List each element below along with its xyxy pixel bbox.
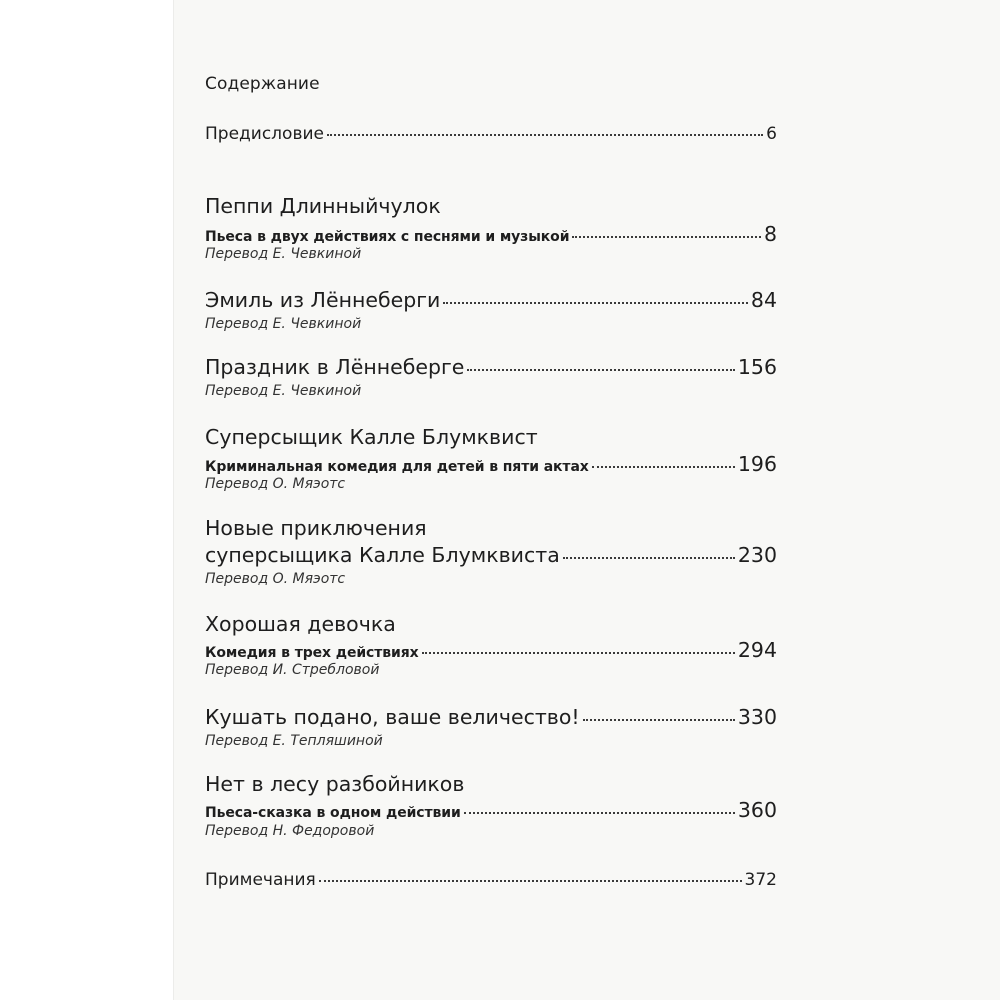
toc-entry-title: Кушать подано, ваше величество! xyxy=(205,705,580,729)
toc-entry-row[interactable] xyxy=(205,638,777,662)
toc-page-number: 230 xyxy=(737,543,777,567)
dot-leader xyxy=(422,652,735,654)
toc-entry-row[interactable] xyxy=(205,288,777,312)
toc-entry-title: Эмиль из Лённеберги xyxy=(205,288,441,312)
toc-entry-row[interactable] xyxy=(205,705,777,729)
toc-entry-title: Праздник в Лённеберге xyxy=(205,355,465,379)
toc-entry-subtitle: Пьеса в двух действиях с песнями и музыкой xyxy=(205,229,570,245)
toc-entry-notes[interactable] xyxy=(205,870,777,890)
dot-leader xyxy=(583,719,735,721)
toc-entry-subtitle: Пьеса-сказка в одном действии xyxy=(205,805,461,821)
toc-entry-title[interactable]: Хорошая девочка xyxy=(205,612,396,636)
toc-entry-row[interactable] xyxy=(205,452,777,476)
toc-entry-translator: Перевод Е. Тепляшиной xyxy=(205,733,383,749)
toc-entry-translator: Перевод Е. Чевкиной xyxy=(205,246,362,262)
dot-leader xyxy=(467,369,734,371)
dot-leader xyxy=(563,557,735,559)
toc-page-number: 360 xyxy=(737,798,777,822)
toc-entry-title: Предисловие xyxy=(205,124,324,144)
toc-page-number: 6 xyxy=(766,124,777,144)
dot-leader xyxy=(443,302,748,304)
toc-entry-title-continued: суперсыщика Калле Блумквиста xyxy=(205,543,560,567)
toc-entry-translator: Перевод Е. Чевкиной xyxy=(205,383,362,399)
toc-page-number: 294 xyxy=(737,638,777,662)
toc-page-number: 330 xyxy=(737,705,777,729)
toc-entry-title[interactable]: Пеппи Длинныйчулок xyxy=(205,194,441,218)
toc-entry-translator: Перевод И. Стребловой xyxy=(205,662,380,678)
toc-entry-title: Примечания xyxy=(205,870,316,890)
toc-heading: Содержание xyxy=(205,74,320,94)
dot-leader xyxy=(319,880,742,882)
toc-entry-title[interactable]: Новые приключения xyxy=(205,516,427,540)
toc-page-number: 372 xyxy=(744,870,777,890)
toc-entry-row[interactable] xyxy=(205,543,777,567)
dot-leader xyxy=(572,236,761,238)
toc-entry-row[interactable] xyxy=(205,355,777,379)
dot-leader xyxy=(464,812,735,814)
toc-page-number: 196 xyxy=(737,452,777,476)
toc-entry-row[interactable] xyxy=(205,222,777,246)
toc-entry-translator: Перевод О. Мяэотс xyxy=(205,571,346,587)
toc-entry-subtitle: Криминальная комедия для детей в пяти актах xyxy=(205,459,589,475)
book-page xyxy=(173,0,1000,1000)
toc-entry-translator: Перевод Н. Федоровой xyxy=(205,823,375,839)
toc-page-number: 84 xyxy=(750,288,777,312)
dot-leader xyxy=(592,466,735,468)
toc-entry-translator: Перевод О. Мяэотс xyxy=(205,476,346,492)
dot-leader xyxy=(327,134,763,136)
toc-entry-row[interactable] xyxy=(205,798,777,822)
toc-entry-title[interactable]: Суперсыщик Калле Блумквист xyxy=(205,425,538,449)
toc-entry-preface[interactable] xyxy=(205,124,777,144)
toc-page-number: 8 xyxy=(763,222,777,246)
toc-page-number: 156 xyxy=(737,355,777,379)
toc-entry-title[interactable]: Нет в лесу разбойников xyxy=(205,772,465,796)
toc-entry-translator: Перевод Е. Чевкиной xyxy=(205,316,362,332)
toc-entry-subtitle: Комедия в трех действиях xyxy=(205,645,419,661)
